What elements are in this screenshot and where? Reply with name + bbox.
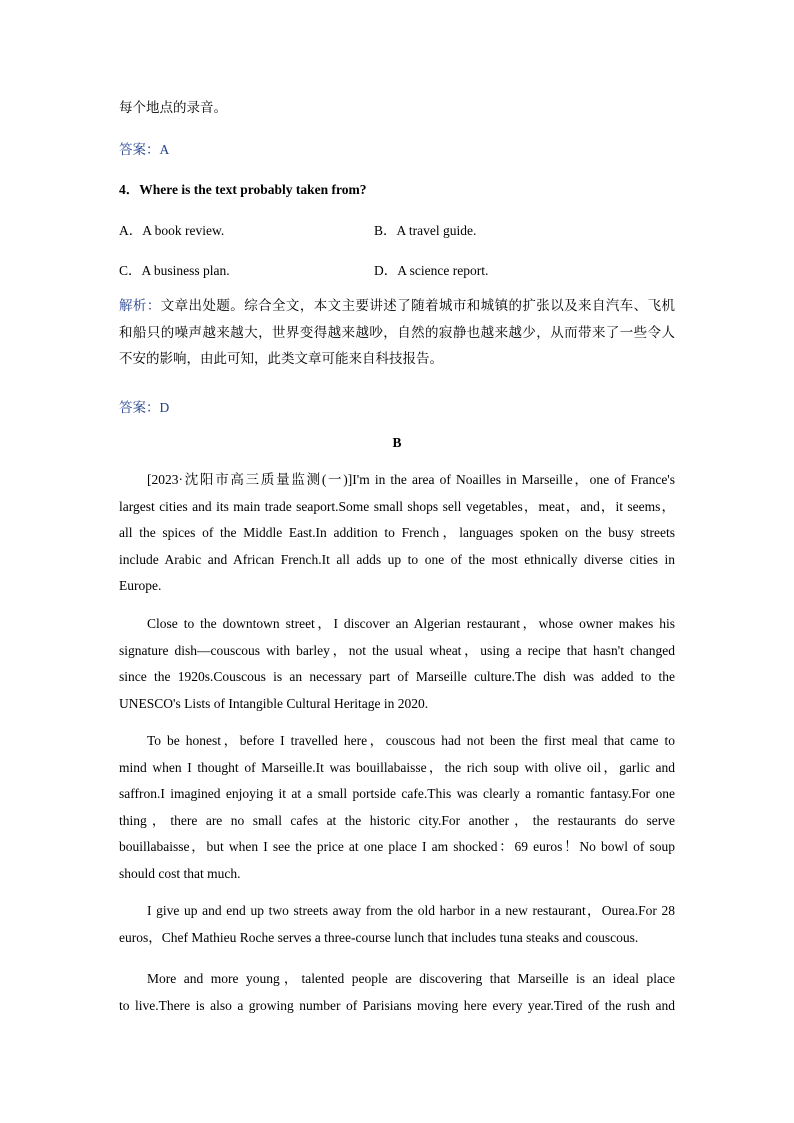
analysis-line: 和船只的噪声越来越大，世界变得越来越吵，自然的寂静也越来越少，从而带来了一些令人: [119, 324, 675, 340]
question-4-option-d: D．A science report.: [374, 263, 489, 278]
question-4-option-b: B．A travel guide.: [374, 223, 477, 238]
passage-line: thing，there are no small cafes at the historic city.For another，the restaurants do serve: [119, 812, 675, 828]
analysis-label: 解析：: [119, 298, 161, 313]
passage-line: since the 1920s.Couscous is an necessary part of Marseille culture.The dish was added to the: [119, 669, 675, 684]
passage-line: mind when I thought of Marseille.It was bouillabaisse，the rich soup with olive oil，garlic and: [119, 759, 675, 775]
passage-line: largest cities and its main trade seaport.Some small shops sell vegetables，meat，and，it seems，: [119, 498, 675, 514]
analysis-4: [119, 293, 675, 373]
passage-paragraph-2: [119, 611, 675, 717]
passage-line: euros，Chef Mathieu Roche serves a three-course lunch that includes tuna steaks and couscous.: [119, 929, 639, 945]
answer-value: D: [159, 400, 170, 415]
passage-line: UNESCO's Lists of Intangible Cultural Heritage in 2020.: [119, 695, 429, 711]
question-4-stem: 4．Where is the text probably taken from?: [119, 182, 367, 197]
passage-line: Close to the downtown street，I discover an Algerian restaurant，whose owner makes his: [147, 616, 675, 631]
answer-4: [119, 396, 169, 416]
answer-value: A: [159, 142, 170, 157]
passage-line: should cost that much.: [119, 865, 241, 881]
passage-line: To be honest，before I travelled here，couscous had not been the first meal that came to: [147, 733, 675, 748]
passage-paragraph-1: [119, 467, 675, 600]
passage-paragraph-5: [119, 966, 675, 1019]
question-4-option-a: A．A book review.: [119, 223, 225, 238]
question-4-option-c: C．A business plan.: [119, 263, 230, 278]
passage-line: all the spices of the Middle East.In addition to French，languages spoken on the busy streets: [119, 525, 675, 540]
passage-paragraph-4: [119, 898, 675, 951]
passage-line: saffron.I imagined enjoying it at a small portside cafe.This was clearly a romantic fantasy.For one: [119, 786, 675, 801]
section-title: B: [392, 435, 402, 450]
analysis-line: 解析：文章出处题。综合全文，本文主要讲述了随着城市和城镇的扩张以及来自汽车、飞机: [119, 298, 676, 313]
passage-line: I give up and end up two streets away from the old harbor in a new restaurant，Ourea.For 28: [147, 903, 675, 918]
answer-3: [119, 138, 169, 158]
previous-explanation-tail: 每个地点的录音。: [119, 100, 227, 115]
answer-label: 答案：: [119, 142, 160, 157]
passage-line: [2023·沈阳市高三质量监测(一)]I'm in the area of Noailles in Marseille，one of France's: [147, 472, 675, 487]
passage-line: to live.There is also a growing number of Parisians moving here every year.Tired of the rush and: [119, 997, 675, 1013]
answer-label: 答案：: [119, 400, 160, 415]
analysis-line: 不安的影响，由此可知，此类文章可能来自科技报告。: [119, 351, 443, 366]
passage-line: Europe.: [119, 578, 162, 593]
passage-line: More and more young，talented people are discovering that Marseille is an ideal place: [147, 971, 675, 986]
passage-line: signature dish—couscous with barley，not the usual wheat，using a recipe that hasn't changed: [119, 642, 675, 658]
passage-paragraph-3: [119, 728, 675, 887]
passage-line: include Arabic and African French.It all adds up to one of the most ethnically diverse cities in: [119, 551, 675, 567]
passage-line: bouillabaisse，but when I see the price at one place I am shocked：69 euros！No bowl of soup: [119, 839, 675, 854]
